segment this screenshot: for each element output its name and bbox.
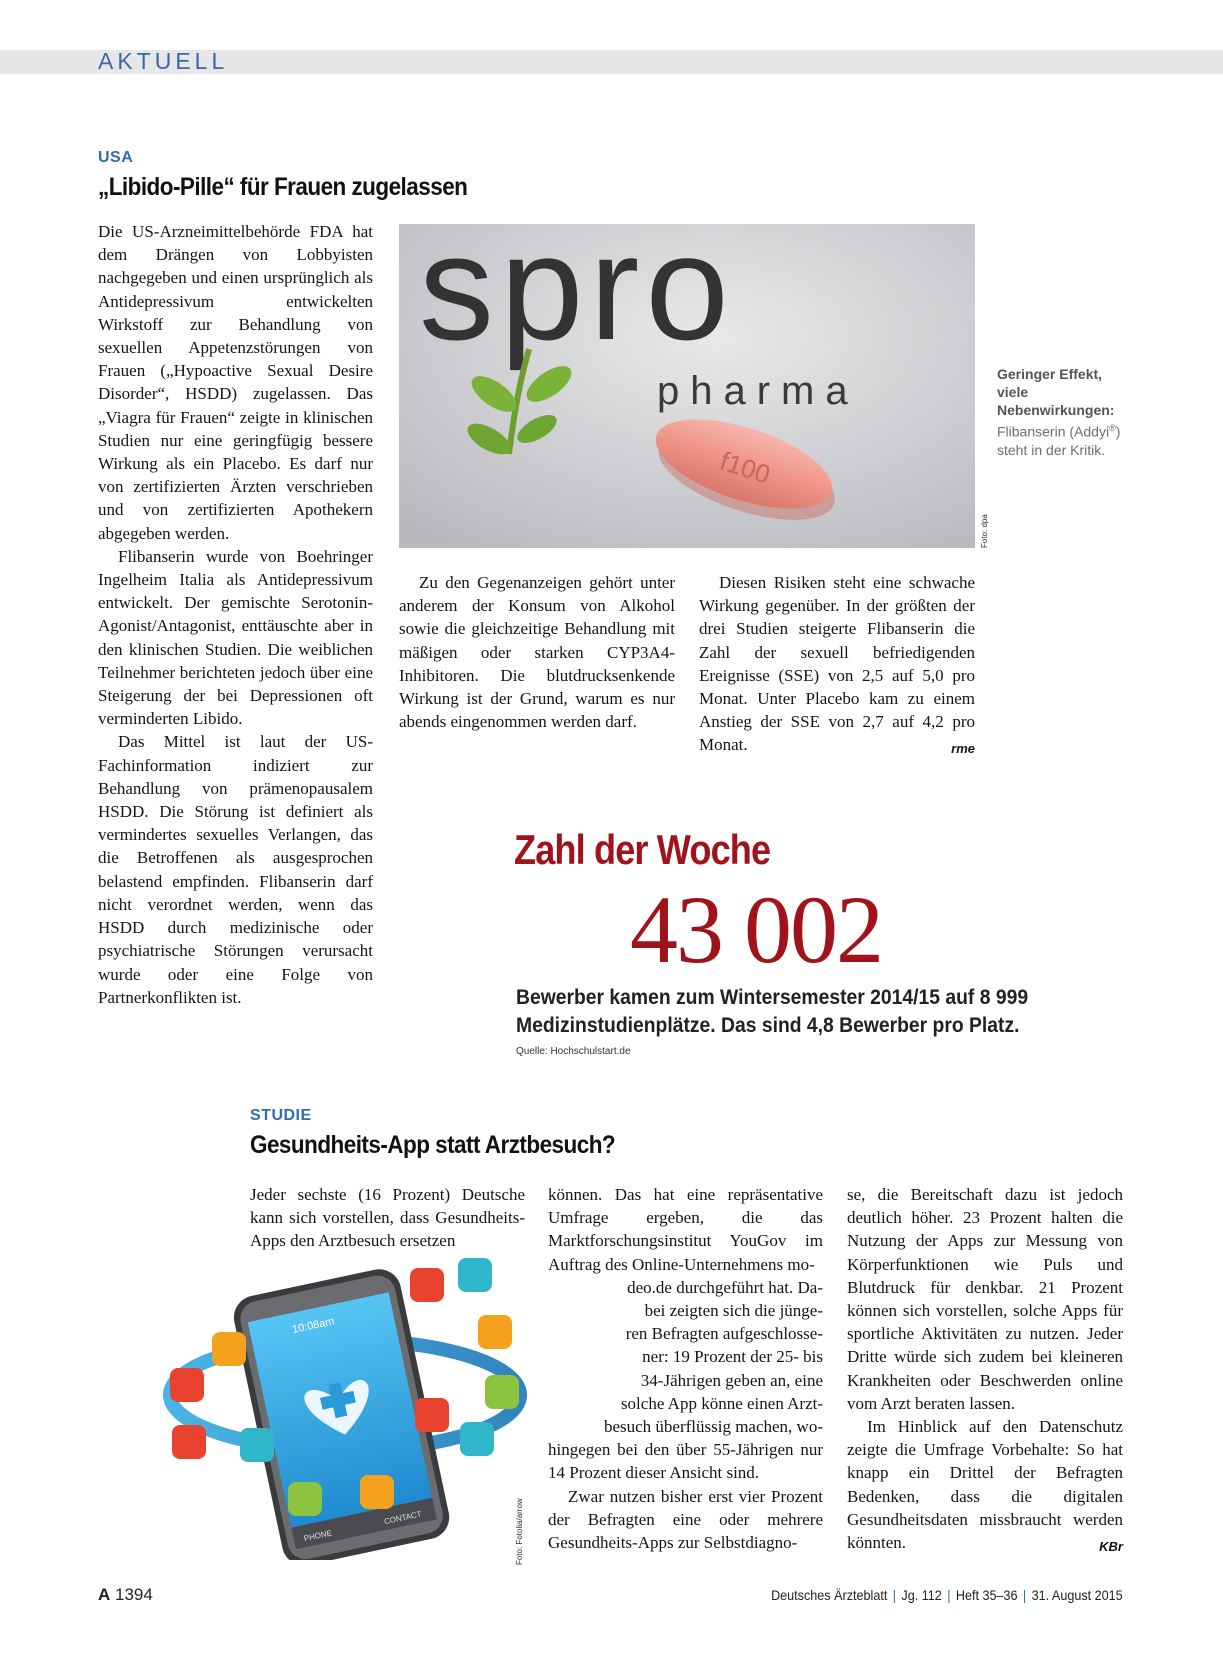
article1-paragraph: Das Mittel ist laut der US-Fachinformation indiziert zur Behandlung von prämenopausalem HSDD. Die Störung ist definiert als vermindertes sexuelles Verlangen, das die Betroffenen als ausgesprochen belastend empfinden. Flibanserin darf nicht verordnet werden, wenn das HSDD durch medizinische oder psychiatrische Störungen verursacht wurde oder eine Folge von Partnerkonflikten ist. xyxy=(98,732,373,1007)
phone-time: 10:08am xyxy=(291,1315,336,1337)
caption-bold: Geringer Effekt, viele Nebenwirkungen: xyxy=(997,366,1115,418)
article2-kicker: STUDIE xyxy=(250,1107,312,1124)
zahl-title: Zahl der Woche xyxy=(514,826,771,873)
article2-text-line: besuch überflüssig machen, wo- xyxy=(603,1417,823,1437)
article2-paragraph: Zwar nutzen bisher erst vier Prozent der Befragten eine oder mehrere Gesundheits-Apps zur Selbstdiagno- xyxy=(548,1486,823,1553)
article2-text-line: ren Befragten aufgeschlosse- xyxy=(625,1324,823,1344)
article1-column-2 xyxy=(399,571,675,733)
article1-kicker: USA xyxy=(98,149,134,166)
hospital-bed-icon xyxy=(485,1375,519,1409)
article2-text-line: solche App könne einen Arzt- xyxy=(620,1393,823,1413)
zahl-number: 43 002 xyxy=(630,876,882,983)
article2-text-line: ner: 19 Prozent der 25- bis xyxy=(642,1347,823,1367)
syringe-icon xyxy=(170,1368,204,1402)
pill-capsule-icon xyxy=(288,1482,322,1516)
page-number xyxy=(98,1585,153,1605)
brand-logo-small: pharma xyxy=(657,369,859,413)
article2-headline: Gesundheits-App statt Arztbesuch? xyxy=(250,1131,616,1159)
caption-text-before: Flibanserin (Addyi xyxy=(997,423,1110,440)
article1-paragraph: Flibanserin wurde von Boehringer Ingelheim Italia als Antidepressivum entwickelt. Der gemischte Serotonin-Agonist/Antagonist, enttäuschte aber in den klinischen Studien. Die weiblichen Teilnehmer berichteten jedoch über eine Steigerung der bei Depressionen oft verminderten Libido. xyxy=(98,546,373,729)
article2-column-3 xyxy=(847,1183,1123,1558)
pill-photo xyxy=(399,224,975,548)
zahl-text: Bewerber kamen zum Wintersemester 2014/15 auf 8 999 Medizinstudienplätze. Das sind 4,8 Bewerber pro Platz. xyxy=(516,986,1029,1037)
article2-signature: KBr xyxy=(1099,1539,1123,1555)
umbrella-icon xyxy=(360,1475,394,1509)
caption-registered: ® xyxy=(1109,423,1116,433)
pill-photo-illustration xyxy=(399,224,975,548)
phone-medical-icon xyxy=(460,1422,494,1456)
pill-imprint: f100 xyxy=(716,445,774,490)
caption-text-after: ) steht in der Kritik. xyxy=(997,423,1121,458)
page-prefix: A xyxy=(98,1585,111,1604)
article2-column-1 xyxy=(250,1183,525,1253)
article2-paragraph: können. Das hat eine repräsentative Umfrage ergeben, die das Marktforschungsinstitut YouGov im Auftrag des Online-Unternehmens mo- xyxy=(548,1185,823,1274)
photo-credit: Foto: dpa xyxy=(980,514,989,548)
phone-illustration xyxy=(160,1250,530,1560)
contact-label: CONTACT xyxy=(383,1509,423,1527)
journal-issue: Heft 35–36 xyxy=(956,1587,1018,1603)
article2-text-line: bei zeigten sich die jünge- xyxy=(644,1301,823,1321)
zahl-source: Quelle: Hochschulstart.de xyxy=(516,1046,631,1057)
first-aid-icon xyxy=(410,1268,444,1302)
article1-paragraph: Die US-Arzneimittelbehörde FDA hat dem Drängen von Lobbyisten nachgegeben und einen ursprünglich als Antidepressivum entwickelten Wirkstoff zur Behandlung von sexuellen Appetenzstörungen von Frauen („Hypoactive Sexual Desire Disorder“, HSDD) zugelassen. Das „Viagra für Frauen“ zeigte in klinischen Studien nur eine geringfügig bessere Wirkung als ein Placebo. Es darf nur von zertifizierten Ärzten verschrieben und von zertifizierten Apothekern abgegeben werden. xyxy=(98,222,373,543)
article2-text-line: deo.de durchgeführt hat. Da- xyxy=(627,1277,823,1297)
section-label: AKTUELL xyxy=(98,48,229,74)
photo-caption xyxy=(997,365,1122,459)
brand-logo-big: spro xyxy=(419,224,735,371)
medicine-icon xyxy=(458,1258,492,1292)
article1-column-1 xyxy=(98,220,373,1009)
phone-photo-credit: Foto: Fotolia/arrow xyxy=(515,1498,524,1565)
ambulance-icon xyxy=(212,1332,246,1366)
article1-paragraph: Diesen Risiken steht eine schwache Wirkung gegenüber. In der größten der drei Studien steigerte Flibanserin die Zahl der sexuell befriedigenden Ereignisse (SSE) von 2,5 auf 5,0 pro Monat. Unter Placebo kam zu einem Anstieg der SSE von 2,7 auf 4,2 pro Monat. xyxy=(699,573,975,755)
phone-label: PHONE xyxy=(303,1528,333,1544)
article1-headline: „Libido-Pille“ für Frauen zugelassen xyxy=(98,173,468,201)
article1-signature: rme xyxy=(951,741,975,757)
checklist-icon xyxy=(240,1428,274,1462)
article1-column-3 xyxy=(699,571,975,761)
article2-text-line: 34-Jährigen geben an, eine xyxy=(640,1370,823,1390)
health-app-illustration xyxy=(160,1250,530,1560)
article2-paragraph: Jeder sechste (16 Prozent) Deutsche kann sich vorstellen, dass Gesundheits-Apps den Arztbesuch ersetzen xyxy=(250,1185,525,1251)
article2-paragraph: Im Hinblick auf den Datenschutz zeigte die Umfrage Vorbehalte: So hat knapp ein Drittel der Befragten Bedenken, dass die digitalen Gesundheitsdaten missbraucht werden könnten. xyxy=(847,1417,1123,1553)
page-number-value: 1394 xyxy=(115,1585,153,1604)
journal-date: 31. August 2015 xyxy=(1031,1587,1123,1603)
journal-volume: Jg. 112 xyxy=(901,1587,943,1603)
journal-info: Deutsches Ärzteblatt | Jg. 112 | Heft 35–36 | 31. August 2015 xyxy=(771,1587,1123,1603)
heartbeat-icon xyxy=(172,1425,206,1459)
article2-paragraph: se, die Bereitschaft dazu ist jedoch deutlich höher. 23 Prozent halten die Nutzung der Apps zur Messung von Körperfunktionen wie Puls und Blutdruck für denkbar. 21 Prozent können sich vorstellen, solche Apps für sportliche Aktivitäten zu nutzen. Jeder Dritte würde sich zudem bei kleineren Krankheiten oder Beschwerden online vom Arzt beraten lassen. xyxy=(847,1185,1123,1413)
journal-name: Deutsches Ärzteblatt xyxy=(771,1587,888,1603)
article2-paragraph: hingegen bei den über 55-Jährigen nur 14 Prozent dieser Ansicht sind. xyxy=(548,1440,823,1483)
stethoscope-icon xyxy=(415,1398,449,1432)
clipboard-icon xyxy=(478,1315,512,1349)
article1-paragraph: Zu den Gegenanzeigen gehört unter anderem der Konsum von Alkohol sowie die gleichzeitige Behandlung mit mäßigen oder starken CYP3A4-Inhibitoren. Die blutdrucksenkende Wirkung ist der Grund, warum es nur abends eingenommen werden darf. xyxy=(399,573,675,732)
article2-column-2 xyxy=(548,1183,823,1554)
